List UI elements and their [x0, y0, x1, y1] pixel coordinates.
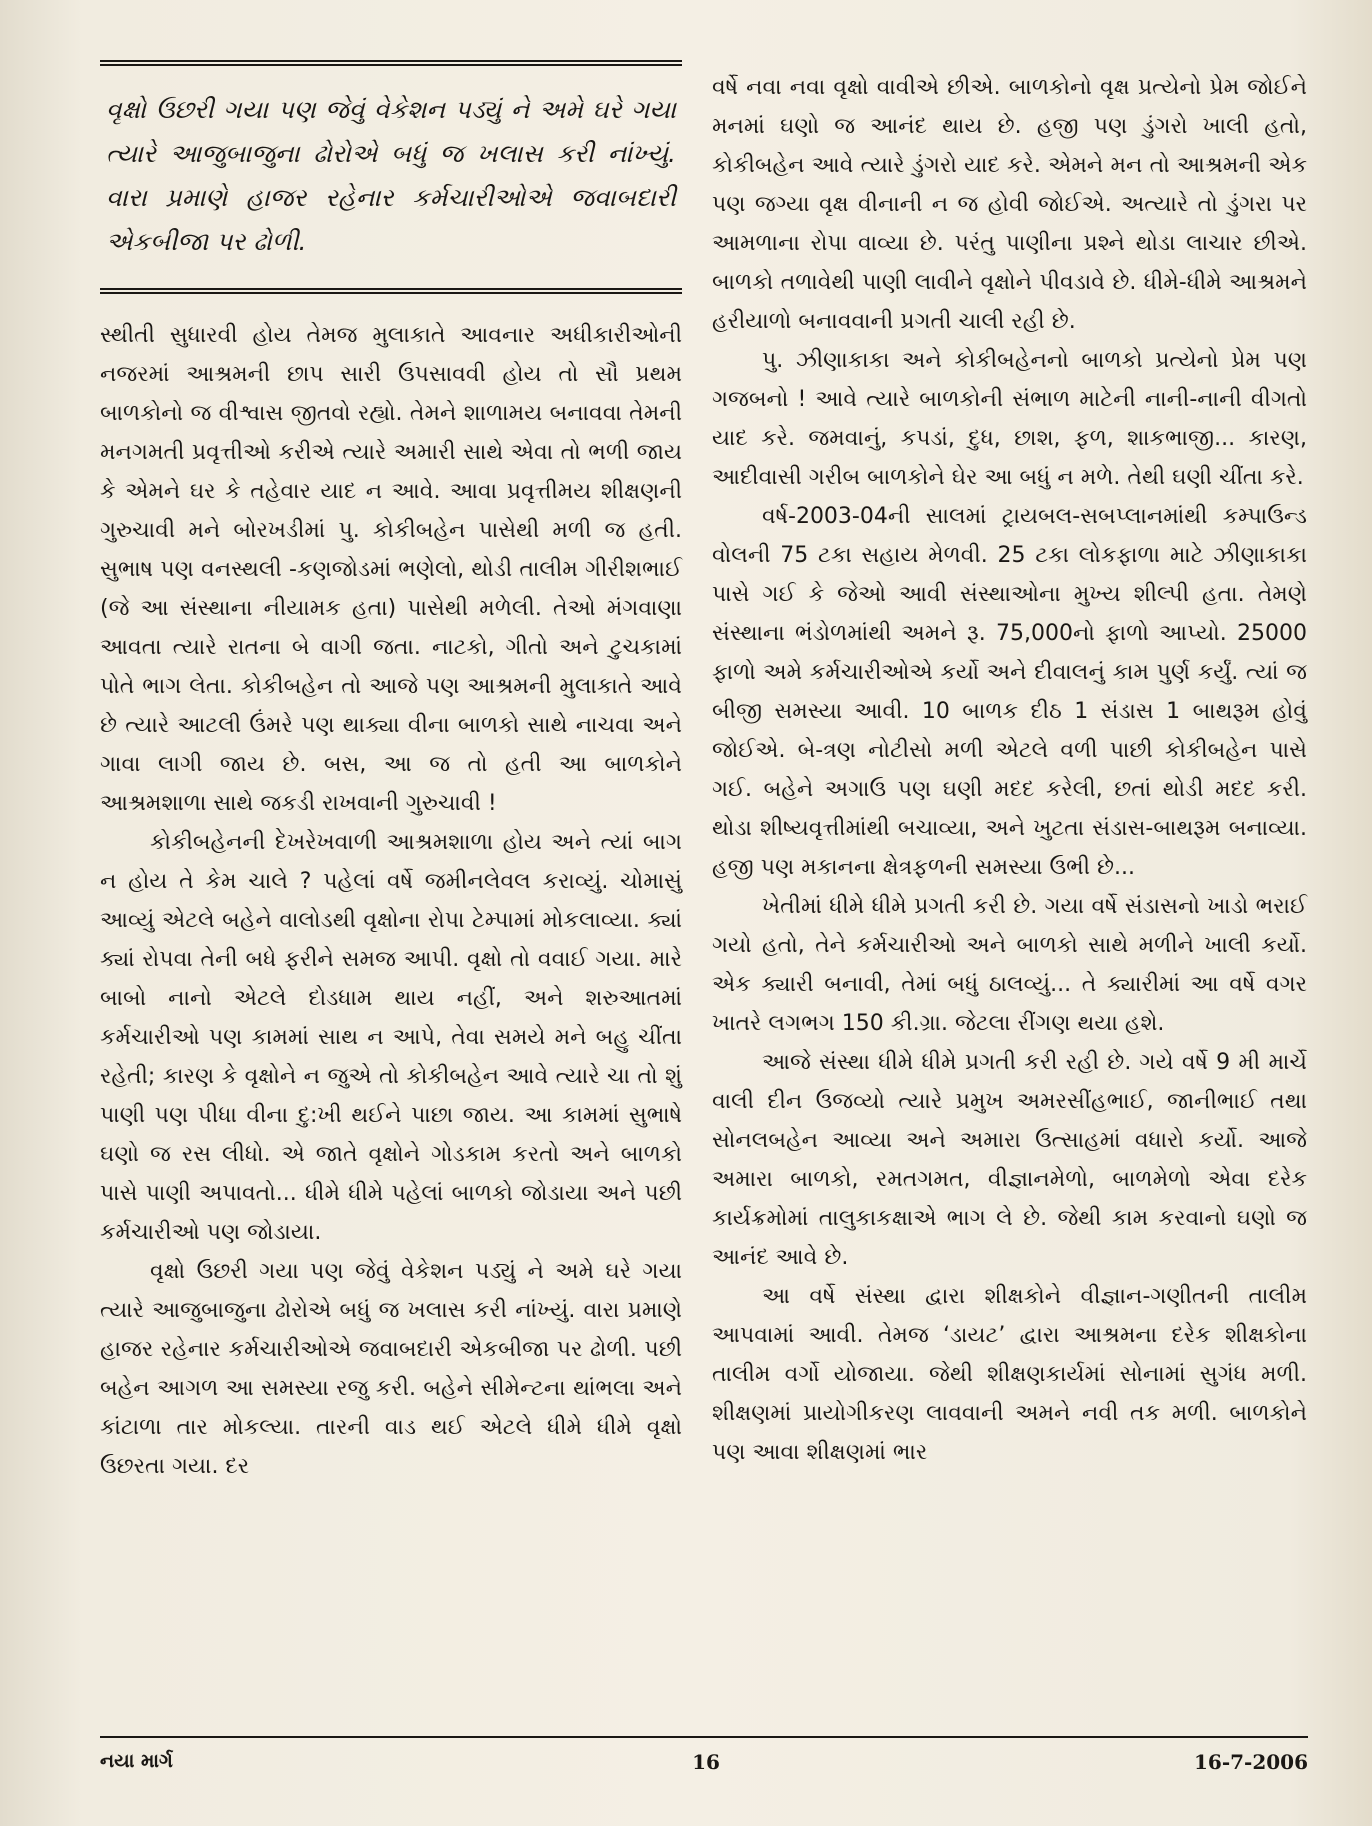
- article-paragraph: પુ. ઝીણાકાકા અને કોકીબહેનનો બાળકો પ્રત્યેનો પ્રેમ પણ ગજબનો ! આવે ત્યારે બાળકોની સંભાળ માટેની નાની-નાની વીગતો યાદ કરે. જમવાનું, કપડાં, દુધ, છાશ, ફળ, શાકભાજી... કારણ, આદીવાસી ગરીબ બાળકોને ઘેર આ બધું ન મળે. તેથી ઘણી ચીંતા કરે.: [712, 348, 1307, 490]
- article-paragraph: વર્ષ-2003-04ની સાલમાં ટ્રાયબલ-સબપ્લાનમાંથી કમ્પાઉન્ડ વોલની 75 ટકા સહાય મેળવી. 25 ટકા લોકફાળા માટે ઝીણાકાકા પાસે ગઈ કે જેઓ આવી સંસ્થાઓના મુખ્ય શીલ્પી હતા. તેમણે સંસ્થાના ભંડોળમાંથી અમને રૂ. 75,000નો ફાળો આપ્યો. 25000 ફાળો અમે કર્મચારીઓએ કર્યો અને દીવાલનું કામ પુર્ણ કર્યું. ત્યાં જ બીજી સમસ્યા આવી. 10 બાળક દીઠ 1 સંડાસ 1 બાથરૂમ હોવું જોઈએ. બે-ત્રણ નોટીસો મળી એટલે વળી પાછી કોકીબહેન પાસે ગઈ. બહેને અગાઉ પણ ઘણી મદદ કરેલી, છતાં થોડી મદદ કરી. થોડા શીષ્યવૃત્તીમાંથી બચાવ્યા, અને ખુટતા સંડાસ-બાથરૂમ બનાવ્યા. હજી પણ મકાનના ક્ષેત્રફળની સમસ્યા ઉભી છે...: [712, 504, 1307, 880]
- article-paragraph: કોકીબહેનની દેખરેખવાળી આશ્રમશાળા હોય અને ત્યાં બાગ ન હોય તે કેમ ચાલે ? પહેલાં વર્ષે જમીનલેવલ કરાવ્યું. ચોમાસું આવ્યું એટલે બહેને વાલોડથી વૃક્ષોના રોપા ટેમ્પામાં મોકલાવ્યા. ક્યાં ક્યાં રોપવા તેની બધે ફરીને સમજ આપી. વૃક્ષો તો વવાઈ ગયા. મારે બાબો નાનો એટલે દોડધામ થાય નહીં, અને શરુઆતમાં કર્મચારીઓ પણ કામમાં સાથ ન આપે, તેવા સમયે મને બહુ ચીંતા રહેતી; કારણ કે વૃક્ષોને ન જુએ તો કોકીબહેન આવે ત્યારે ચા તો શું પાણી પણ પીધા વીના દુ:ખી થઈને પાછા જાય. આ કામમાં સુભાષે ઘણો જ રસ લીધો. એ જાતે વૃક્ષોને ગોડકામ કરતો અને બાળકો પાસે પાણી અપાવતો... ધીમે ધીમે પહેલાં બાળકો જોડાયા અને પછી કર્મચારીઓ પણ જોડાયા.: [100, 830, 682, 1245]
- article-paragraph: વૃક્ષો ઉછરી ગયા પણ જેવું વેકેશન પડ્યું ને અમે ઘરે ગયા ત્યારે આજુબાજુના ઢોરોએ બધું જ ખલાસ કરી નાંખ્યું. વારા પ્રમાણે હાજર રહેનાર કર્મચારીઓએ જવાબદારી એકબીજા પર ઢોળી. પછી બહેન આગળ આ સમસ્યા રજુ કરી. બહેને સીમેન્ટના થાંભલા અને કાંટાળા તાર મોકલ્યા. તારની વાડ થઈ એટલે ધીમે ધીમે વૃક્ષો ઉછરતા ગયા. દર: [100, 1259, 682, 1479]
- article-paragraph: સ્થીતી સુધારવી હોય તેમજ મુલાકાતે આવનાર અધીકારીઓની નજરમાં આશ્રમની છાપ સારી ઉપસાવવી હોય તો સૌ પ્રથમ બાળકોનો જ વીશ્વાસ જીતવો રહ્યો. તેમને શાળામય બનાવવા તેમની મનગમતી પ્રવૃત્તીઓ કરીએ ત્યારે અમારી સાથે એવા તો ભળી જાય કે એમને ઘર કે તહેવાર યાદ ન આવે. આવા પ્રવૃત્તીમય શીક્ષણની ગુરુચાવી મને બોરખડીમાં પુ. કોકીબહેન પાસેથી મળી જ હતી. સુભાષ પણ વનસ્થલી -કણજોડમાં ભણેલો, થોડી તાલીમ ગીરીશભાઈ (જે આ સંસ્થાના નીયામક હતા) પાસેથી મળેલી. તેઓ મંગવાણા આવતા ત્યારે રાતના બે વાગી જતા. નાટકો, ગીતો અને ટુચકામાં પોતે ભાગ લેતા. કોકીબહેન તો આજે પણ આશ્રમની મુલાકાતે આવે છે ત્યારે આટલી ઉંમરે પણ થાક્યા વીના બાળકો સાથે નાચવા અને ગાવા લાગી જાય છે. બસ, આ જ તો હતી આ બાળકોને આશ્રમશાળા સાથે જકડી રાખવાની ગુરુચાવી !: [100, 323, 682, 816]
- left-column: [100, 60, 682, 1486]
- pullquote: વૃક્ષો ઉછરી ગયા પણ જેવું વેકેશન પડ્યું ને અમે ઘરે ગયા ત્યારે આજુબાજુના ઢોરોએ બધું જ ખલાસ કરી નાંખ્યું. વારા પ્રમાણે હાજર રહેનાર કર્મચારીઓએ જવાબદારી એકબીજા પર ઢોળી.: [106, 95, 676, 256]
- page-number: 16: [692, 1750, 720, 1774]
- issue-date: 16-7-2006: [1193, 1750, 1308, 1774]
- article-paragraph: આ વર્ષે સંસ્થા દ્વારા શીક્ષકોને વીજ્ઞાન-ગણીતની તાલીમ આપવામાં આવી. તેમજ ‘ડાયટ’ દ્વારા આશ્રમના દરેક શીક્ષકોના તાલીમ વર્ગો યોજાયા. જેથી શીક્ષણકાર્યમાં સોનામાં સુગંધ મળી. શીક્ષણમાં પ્રાયોગીકરણ લાવવાની અમને નવી તક મળી. બાળકોને પણ આવા શીક્ષણમાં ભાર: [712, 1284, 1307, 1465]
- footer-rule: [100, 1736, 1308, 1738]
- article-paragraph: આજે સંસ્થા ધીમે ધીમે પ્રગતી કરી રહી છે. ગયે વર્ષે 9 મી માર્ચે વાલી દીન ઉજવ્યો ત્યારે પ્રમુખ અમરસીંહભાઈ, જાનીભાઈ તથા સોનલબહેન આવ્યા અને અમારા ઉત્સાહમાં વધારો કર્યો. આજે અમારા બાળકો, રમતગમત, વીજ્ઞાનમેળો, બાળમેળો એવા દરેક કાર્યક્રમોમાં તાલુકાકક્ષાએ ભાગ લે છે. જેથી કામ કરવાનો ઘણો જ આનંદ આવે છે.: [712, 1050, 1307, 1270]
- magazine-name: નયા માર્ગ: [100, 1750, 173, 1772]
- article-paragraph: ખેતીમાં ધીમે ધીમે પ્રગતી કરી છે. ગયા વર્ષે સંડાસનો ખાડો ભરાઈ ગયો હતો, તેને કર્મચારીઓ અને બાળકો સાથે મળીને ખાલી કર્યો. એક ક્યારી બનાવી, તેમાં બધું ઠાલવ્યું... તે ક્યારીમાં આ વર્ષે વગર ખાતરે લગભગ 150 કી.ગ્રા. જેટલા રીંગણ થયા હશે.: [712, 894, 1307, 1036]
- article-paragraph: વર્ષે નવા નવા વૃક્ષો વાવીએ છીએ. બાળકોનો વૃક્ષ પ્રત્યેનો પ્રેમ જોઈને મનમાં ઘણો જ આનંદ થાય છે. હજી પણ ડુંગરો ખાલી હતો, કોકીબહેન આવે ત્યારે ડુંગરો યાદ કરે. એમને મન તો આશ્રમની એક પણ જગ્યા વૃક્ષ વીનાની ન જ હોવી જોઈએ. અત્યારે તો ડુંગરા પર આમળાના રોપા વાવ્યા છે. પરંતુ પાણીના પ્રશ્ને થોડા લાચાર છીએ. બાળકો તળાવેથી પાણી લાવીને વૃક્ષોને પીવડાવે છે. ધીમે-ધીમે આશ્રમને હરીયાળો બનાવવાની પ્રગતી ચાલી રહી છે.: [712, 75, 1307, 334]
- right-column: [712, 68, 1307, 1472]
- pullquote-box: [100, 60, 682, 294]
